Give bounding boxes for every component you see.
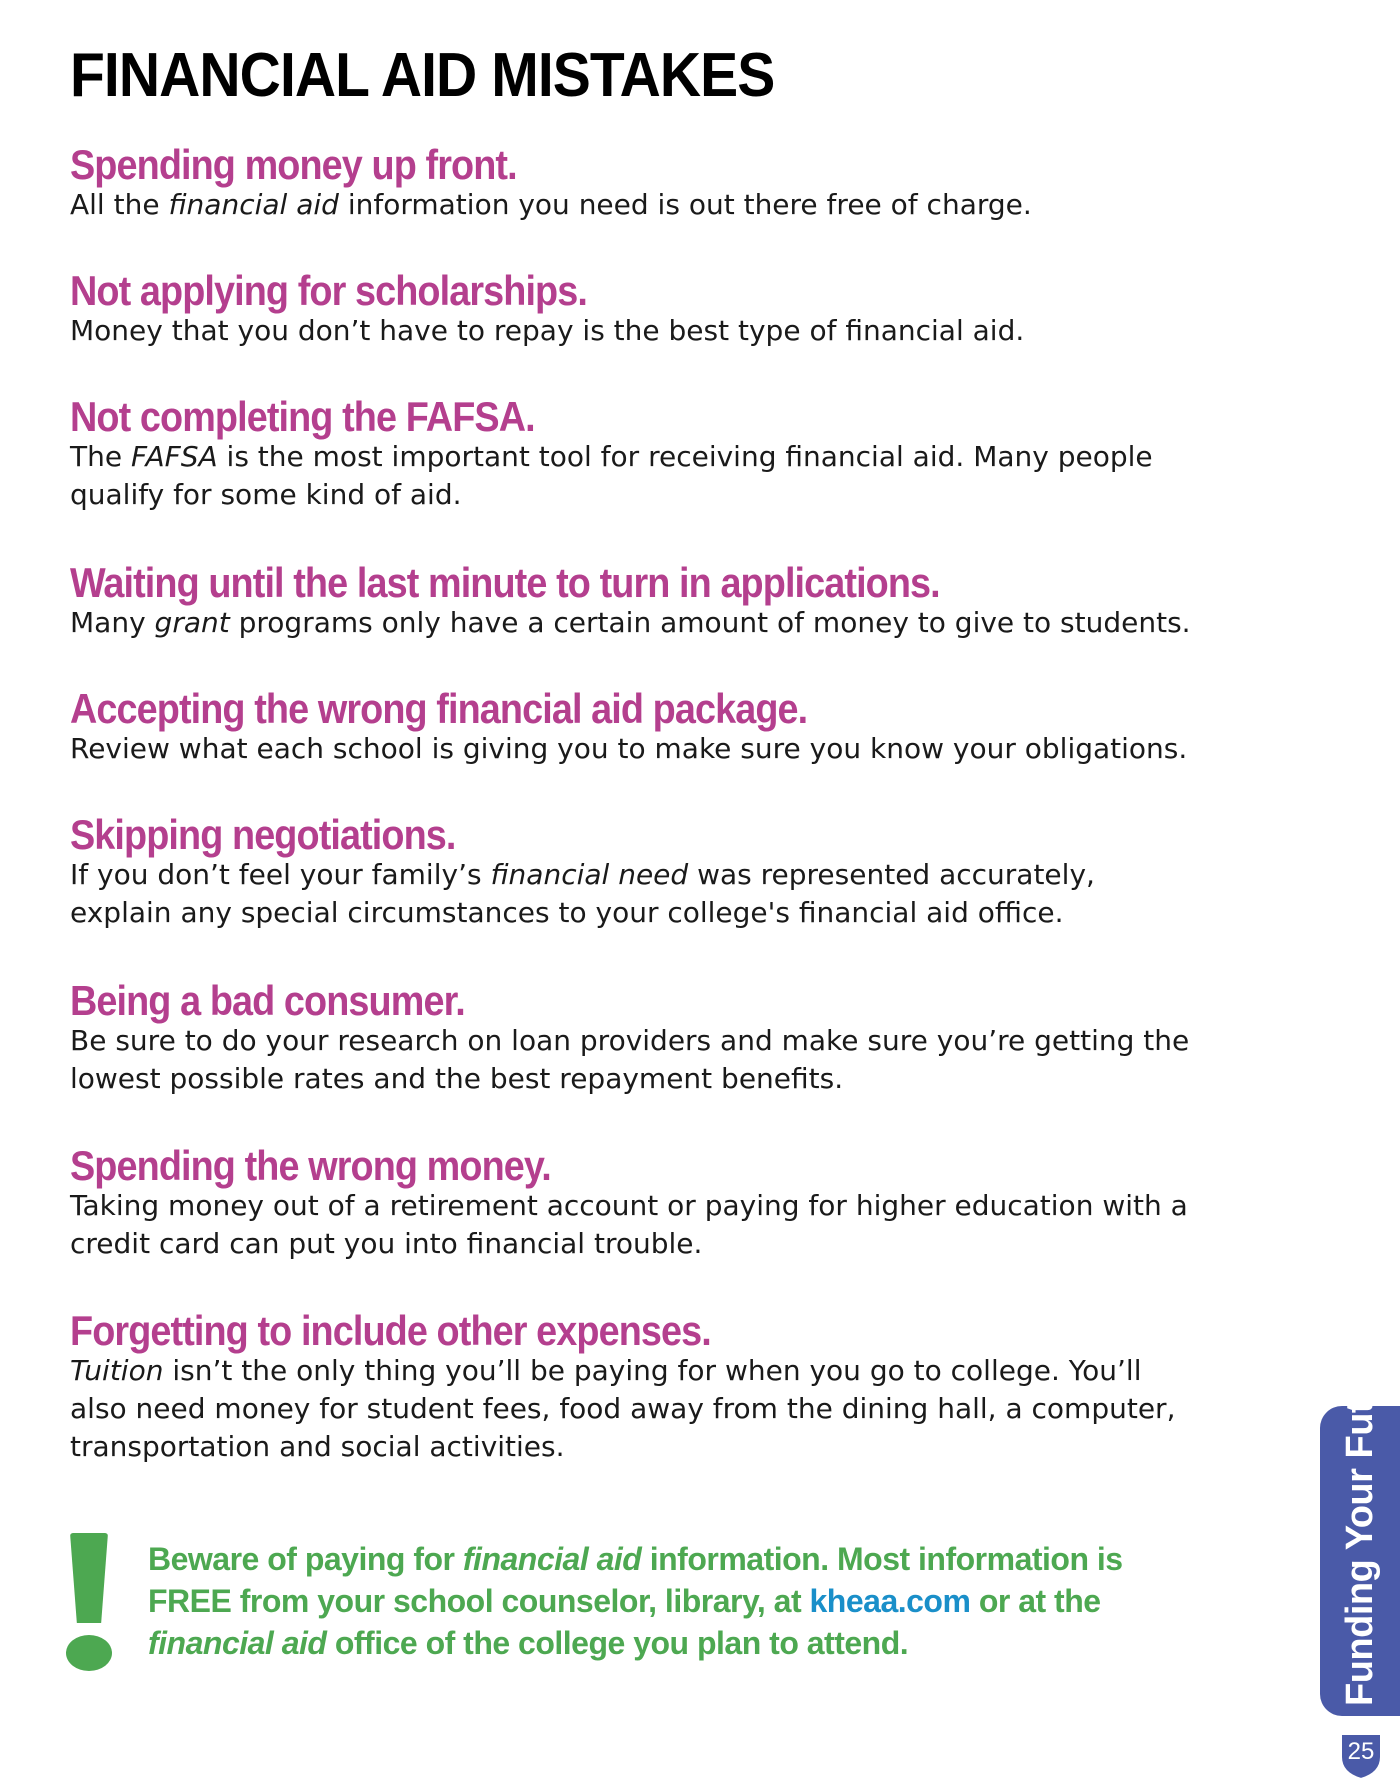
mistake-heading: Accepting the wrong financial aid package. [70,685,808,732]
italic-term: financial aid [168,188,339,221]
page-title: FINANCIAL AID MISTAKES [70,41,775,110]
mistake-item [70,140,1200,224]
text-segment: is the most important tool for receiving financial aid. Many people qualify for some kind of aid. [70,440,1153,511]
text-segment: Many [70,606,155,639]
text-segment: office of the college you plan to attend. [326,1625,909,1661]
mistake-heading: Spending money up front. [70,141,517,188]
callout-text [148,1538,1168,1664]
italic-term: FAFSA [130,440,218,473]
text-segment: The [70,440,131,473]
text-segment: programs only have a certain amount of money to give to students. [229,606,1191,639]
italic-term: financial aid [148,1625,327,1661]
side-tab-label: Funding Your Future [1339,1343,1381,1706]
text-segment: Beware of paying for [148,1541,463,1577]
mistake-heading: Being a bad consumer. [70,977,465,1024]
italic-term: Tuition [70,1354,164,1387]
mistake-item [70,266,1200,350]
mistake-description [70,604,1200,642]
italic-term: financial aid [462,1541,642,1577]
text-segment: Review what each school is giving you to make sure you know your obligations. [70,732,1188,765]
mistake-description [70,730,1200,768]
mistake-description [70,856,1200,932]
mistake-heading: Spending the wrong money. [70,1142,551,1189]
text-segment: isn’t the only thing you’ll be paying for when you go to college. You’ll also need money for student fees, food away from the dining hall, a computer, transportation and social activities. [70,1354,1176,1463]
text-segment: If you don’t feel your family’s [70,858,491,891]
mistake-description [70,1352,1200,1466]
mistake-item [70,684,1200,768]
mistake-description [70,1022,1200,1098]
mistake-heading: Not applying for scholarships. [70,267,587,314]
mistake-heading: Waiting until the last minute to turn in applications. [70,559,940,606]
kheaa-link[interactable]: kheaa.com [809,1583,971,1619]
mistake-heading: Skipping negotiations. [70,811,456,858]
italic-term: grant [154,606,230,639]
text-segment: Money that you don’t have to repay is the best type of financial aid. [70,314,1025,347]
text-segment: information you need is out there free of charge. [338,188,1032,221]
italic-term: financial need [490,858,689,891]
mistake-description [70,312,1200,350]
mistake-heading: Not completing the FAFSA. [70,393,535,440]
exclamation-dot [66,1635,112,1671]
mistake-heading: Forgetting to include other expenses. [70,1307,711,1354]
mistake-item [70,810,1200,932]
mistake-description [70,438,1200,514]
mistake-item [70,558,1200,642]
mistake-item [70,1141,1200,1263]
mistake-item [70,392,1200,514]
text-segment: was represented accurately, explain any special circumstances to your college's financial aid office. [70,858,1095,929]
page-badge [1338,1731,1384,1781]
mistake-item [70,1306,1200,1466]
mistake-description [70,186,1200,224]
text-segment: or at the [970,1583,1101,1619]
text-segment: information. Most information is FREE from your school counselor, library, at [148,1541,1123,1619]
text-segment: Taking money out of a retirement account or paying for higher education with a credit card can put you into financial trouble. [70,1189,1188,1260]
text-segment: Be sure to do your research on loan providers and make sure you’re getting the lowest possible rates and the best repayment benefits. [70,1024,1190,1095]
page-number: 25 [1347,1738,1375,1765]
mistake-description [70,1187,1200,1263]
exclamation-bar [70,1533,108,1623]
mistake-item [70,976,1200,1098]
exclamation-icon [66,1533,112,1673]
text-segment: All the [70,188,169,221]
